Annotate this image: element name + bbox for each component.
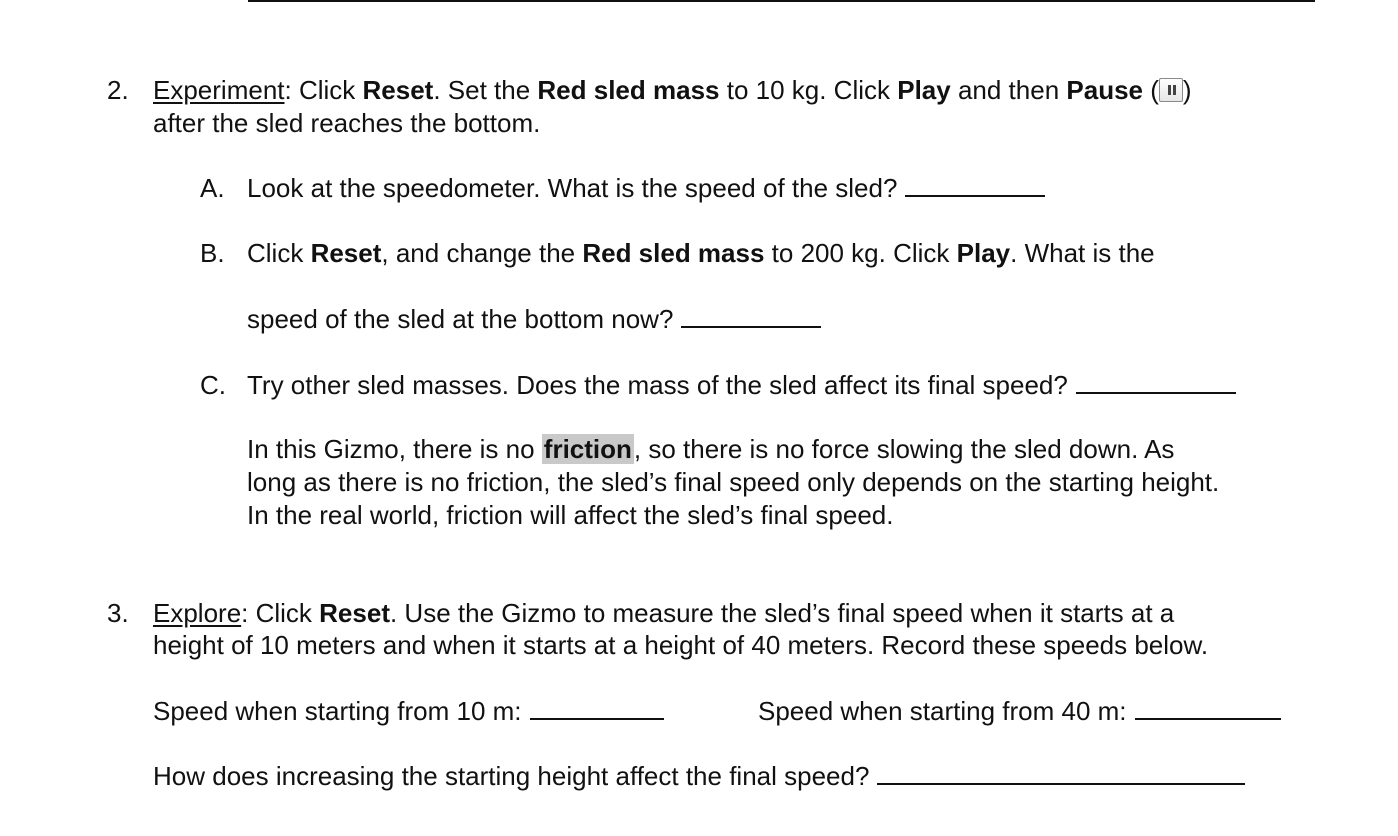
play-term: Play — [897, 75, 951, 105]
text-span: and then — [950, 75, 1067, 105]
speed-10m-label: Speed when starting from 10 m: — [153, 696, 522, 726]
answer-blank-speed-10m[interactable] — [530, 696, 664, 720]
text-span: In this Gizmo, there is no — [247, 434, 542, 464]
red-sled-mass-term: Red sled mass — [537, 75, 720, 105]
part-b-text: speed of the sled at the bottom now? — [247, 304, 674, 334]
text-span: , and change the — [381, 238, 583, 268]
text-span: ) — [1182, 75, 1192, 105]
text-span: : Click — [284, 75, 363, 105]
question-2-line-2: after the sled reaches the bottom. — [153, 108, 541, 138]
text-span: . Set the — [433, 75, 538, 105]
speed-40m-label: Speed when starting from 40 m: — [758, 696, 1127, 726]
part-a-text: Look at the speedometer. What is the speed of the sled? — [247, 173, 898, 203]
text-span: . Use the Gizmo to measure the sled’s final speed when it starts at a — [389, 598, 1175, 628]
part-c-line — [247, 370, 1236, 400]
pause-term: Pause — [1066, 75, 1143, 105]
note-line-1 — [247, 434, 1174, 464]
text-span: ( — [1143, 75, 1159, 105]
part-c-text: Try other sled masses. Does the mass of the sled affect its final speed? — [247, 370, 1068, 400]
text-span: to 200 kg. Click — [764, 238, 957, 268]
height-question-line — [153, 761, 1245, 791]
explore-label: Explore — [153, 598, 242, 628]
part-b-line-2 — [247, 304, 821, 334]
text-span: , so there is no force slowing the sled down. As — [633, 434, 1175, 464]
speed-10m-line — [153, 696, 664, 726]
reset-term: Reset — [362, 75, 434, 105]
answer-blank-height[interactable] — [877, 761, 1245, 785]
play-term: Play — [956, 238, 1011, 268]
answer-blank-b[interactable] — [681, 304, 821, 328]
height-question-text: How does increasing the starting height affect the final speed? — [153, 761, 870, 791]
note-line-2: long as there is no friction, the sled’s final speed only depends on the starting height. — [247, 467, 1220, 497]
part-b-letter: B. — [200, 238, 225, 268]
text-span: . What is the — [1010, 238, 1155, 268]
reset-term: Reset — [319, 598, 390, 628]
part-a-letter: A. — [200, 173, 225, 203]
reset-term: Reset — [310, 238, 382, 268]
question-2-line-1 — [153, 75, 1192, 105]
part-b-line-1 — [247, 238, 1155, 268]
friction-highlight[interactable]: friction — [543, 434, 632, 464]
text-span: to 10 kg. Click — [719, 75, 898, 105]
part-c-letter: C. — [200, 370, 226, 400]
question-3-line-1 — [153, 598, 1174, 628]
answer-blank-c[interactable] — [1076, 370, 1236, 394]
text-span: Click — [247, 238, 311, 268]
text-span: : Click — [241, 598, 320, 628]
answer-blank-speed-40m[interactable] — [1135, 696, 1281, 720]
red-sled-mass-term: Red sled mass — [582, 238, 765, 268]
question-3-line-2: height of 10 meters and when it starts at a height of 40 meters. Record these speeds below. — [153, 630, 1209, 660]
pause-icon — [1159, 78, 1183, 102]
answer-blank-a[interactable] — [905, 173, 1045, 197]
question-2-number: 2. — [107, 75, 129, 105]
question-3-number: 3. — [107, 598, 129, 628]
note-line-3: In the real world, friction will affect the sled’s final speed. — [247, 500, 894, 530]
speed-40m-line — [758, 696, 1281, 726]
experiment-label: Experiment — [153, 75, 285, 105]
part-a-line — [247, 173, 1045, 203]
top-divider — [248, 0, 1315, 2]
